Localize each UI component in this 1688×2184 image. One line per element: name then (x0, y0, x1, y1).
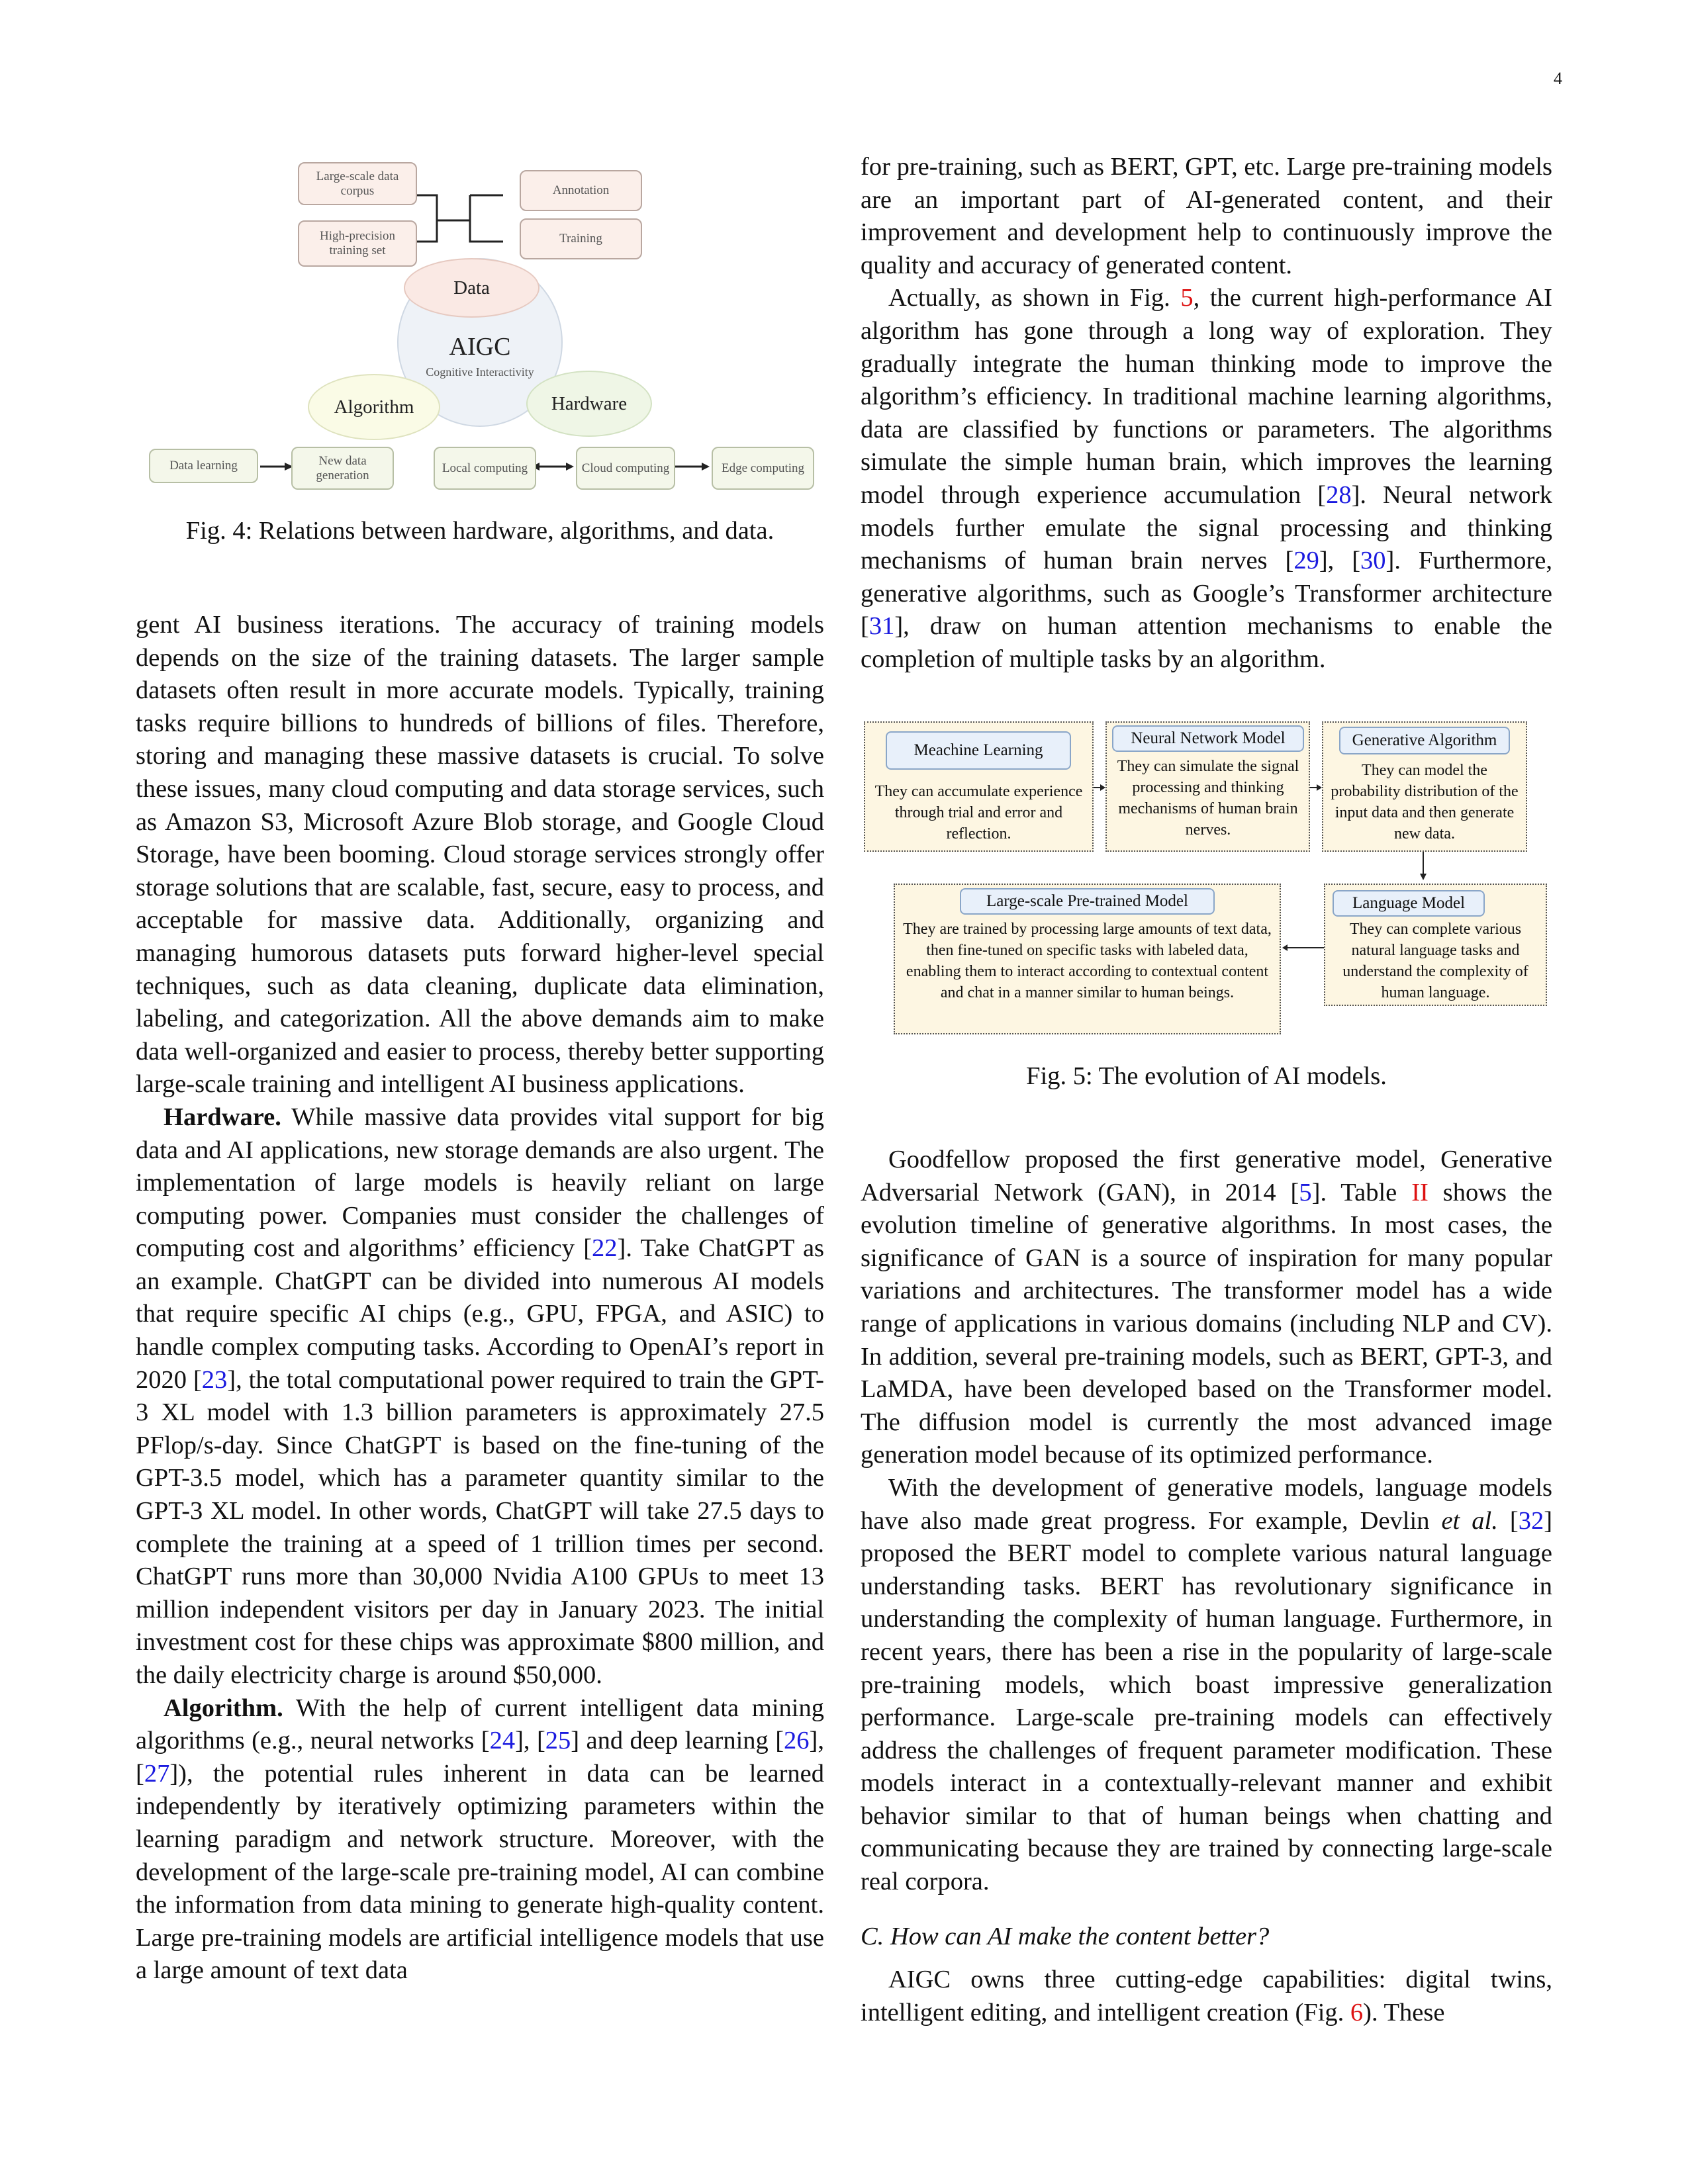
section-heading-c: C. How can AI make the content better? (861, 1922, 1270, 1950)
table-link[interactable]: II (1411, 1178, 1429, 1206)
figure-5-caption: Fig. 5: The evolution of AI models. (1026, 1062, 1387, 1090)
citation-link[interactable]: 30 (1360, 547, 1386, 575)
figure-4-caption: Fig. 4: Relations between hardware, algorithms, and data. (185, 517, 774, 545)
text-generative-algorithm: They can model the probability distribution of the input data and then generate new data. (1331, 762, 1519, 842)
left-paragraph-1: gent AI business iterations. The accuracy of training models depends on the size of the training datasets. The larger sample datasets often result in more accurate models. Typically, training tasks require billions to hundreds of billions of files. Therefore, storing and managing these massive datasets is crucial. To solve these issues, many cloud computing and data storage services, such as Amazon S3, Microsoft Azure Blob storage, and Google Cloud Storage, have been booming. Cloud storage services strongly offer storage solutions that are scalable, fast, secure, easy to process, and acceptable for massive data. Additionally, organizing and managing humorous datasets puts forward higher-level special techniques, such as data cleaning, duplicate data elimination, labeling, and categorization. All the above demands aim to make data well-organized and easier to process, thereby better supporting large-scale training and intelligent AI business applications. (136, 611, 824, 1099)
p2-text-b: , the current high-performance AI algorithm has gone through a long way of exploration. They gradually integrate the human thinking mode to improve the algorithm’s efficiency. In traditional machine learning algorithms, data are classified by functions or parameters. The algorithms simulate the simple human brain, which improves the learning model through experience accumulation [ (861, 284, 1553, 509)
p2-text-a: Actually, as shown in Fig. (888, 284, 1181, 312)
title-pretrained-model: Large-scale Pre-trained Model (960, 888, 1215, 915)
p4-text-a: With the development of generative models, language models have also made great progress. For example, Devlin (861, 1473, 1552, 1535)
p3-text-b: ]. Table (1311, 1178, 1412, 1206)
box-large-scale-data-corpus: Large-scale data corpus (298, 162, 417, 205)
algorithm-text-c: ] and deep learning [ (571, 1727, 784, 1755)
citation-link[interactable]: 31 (868, 612, 895, 641)
algorithm-text-e: ]), the potential rules inherent in data can be learned independently by iteratively optimizing parameters within the learning paradigm and network structure. Moreover, with the development of the large-scale pre-training model, AI can combine the information from data mining to generate high-quality content. Large pre-training models are artificial intelligence models that use a large amount of text data (136, 1759, 824, 1985)
citation-link[interactable]: 25 (545, 1727, 571, 1755)
citation-link[interactable]: 5 (1299, 1178, 1312, 1206)
title-neural-network: Neural Network Model (1112, 725, 1304, 752)
box-high-precision-training-set: High-precision training set (298, 220, 417, 267)
citation-link[interactable]: 22 (592, 1234, 618, 1263)
p4-text-c: ] proposed the BERT model to complete various natural language understanding tasks. BERT has revolutionary significance in understanding the complexity of human language. Furthermore, in recent years, there has been a rise in the popularity of large-scale pre-training models, which boast impressive generalization performance. Large-scale pre-training models can effectively address the challenges of frequent parameter modification. These models interact in a contextually-relevant manner and exhibit behavior similar to that of human beings when chatting and communicating because they are trained by connecting large-scale real corpora. (861, 1506, 1553, 1896)
right-paragraph-3 (861, 1144, 1552, 1472)
text-language-model: They can complete various natural language tasks and understand the complexity of human language. (1342, 921, 1528, 1001)
title-language-model: Language Model (1333, 890, 1485, 917)
data-ellipse: Data (404, 258, 539, 318)
citation-link[interactable]: 29 (1293, 547, 1319, 575)
algorithm-text-d: ], [ (136, 1727, 824, 1788)
p5-text-b: ). These (1363, 1998, 1445, 2026)
right-column-top (861, 151, 1552, 676)
citation-link[interactable]: 26 (784, 1727, 810, 1755)
hardware-heading: Hardware. (164, 1103, 281, 1131)
box-training: Training (520, 218, 642, 259)
right-column-bottom (861, 1144, 1552, 2029)
algorithm-heading: Algorithm. (164, 1694, 283, 1722)
algorithm-paragraph (136, 1692, 824, 1987)
aigc-sublabel: Cognitive Interactivity (426, 365, 534, 379)
figure-4 (142, 162, 824, 506)
box-new-data-generation: New data generation (291, 447, 394, 490)
box-annotation: Annotation (520, 170, 642, 211)
p2-text-f: ], draw on human attention mechanisms to enable the completion of multiple tasks by an algorithm. (861, 612, 1552, 673)
left-column (136, 609, 824, 1987)
citation-link[interactable]: 32 (1518, 1506, 1544, 1535)
p3-text-c: shows the evolution timeline of generative algorithms. In most cases, the significance of GAN is a source of inspiration for many popular variations and architectures. The transformer model has a wide range of applications in various domains (including NLP and CV). In addition, several pre-training models, such as BERT, GPT-3, and LaMDA, have been developed based on the Transformer model. The diffusion model is currently the most advanced image generation model because of its optimized performance. (861, 1178, 1552, 1469)
algorithm-text-b: ], [ (515, 1727, 545, 1755)
box-local-computing: Local computing (434, 447, 536, 490)
box-edge-computing: Edge computing (712, 447, 814, 490)
citation-link[interactable]: 27 (144, 1759, 170, 1788)
figure-5 (864, 721, 1549, 1039)
box-cloud-computing: Cloud computing (576, 447, 675, 490)
citation-link[interactable]: 28 (1326, 480, 1352, 509)
p5-text-a: AIGC owns three cutting-edge capabilities: digital twins, intelligent editing, and intelligent creation (Fig. (861, 1966, 1552, 2026)
hardware-paragraph (136, 1101, 824, 1692)
figure-link[interactable]: 6 (1350, 1998, 1364, 2026)
hardware-text-c: ], the total computational power required to train the GPT-3 XL model with 1.3 billion parameters is approximately 27.5 PFlop/s-day. Since ChatGPT is based on the fine-tuning of the GPT-3.5 model, which has a parameter quantity similar to the GPT-3 XL model. In other words, ChatGPT will take 27.5 days to complete the training at a speed of 1 trillion times per second. ChatGPT runs more than 30,000 Nvidia A100 GPUs to meet 13 million independent visitors per day in January 2023. The initial investment cost for these chips was approximate $800 million, and the daily electricity charge is around $50,000. (136, 1365, 825, 1689)
aigc-label: AIGC (449, 333, 511, 361)
text-pretrained-model: They are trained by processing large amounts of text data, then fine-tuned on specific tasks with labeled data, enabling them to interact according to contextual content and chat in a manner similar to human beings. (903, 921, 1272, 1001)
citation-link[interactable]: 24 (489, 1727, 516, 1755)
text-machine-learning: They can accumulate experience through trial and error and reflection. (874, 783, 1083, 842)
right-paragraph-1: for pre-training, such as BERT, GPT, etc. Large pre-training models are an important part of AI-generated content, and their improvement and development help to continuously improve the quality and accuracy of generated content. (861, 153, 1552, 279)
p3-text-a: Goodfellow proposed the first generative model, Generative Adversarial Network (GAN), in 2014 [ (861, 1146, 1552, 1206)
et-al: et al. (1441, 1506, 1498, 1535)
hardware-ellipse: Hardware (526, 371, 652, 437)
p2-text-c: ]. Neural network models further emulate the signal processing and thinking mechanisms of human brain nerves [ (861, 480, 1552, 575)
hardware-text-a: While massive data provides vital support for big data and AI applications, new storage demands are also urgent. The implementation of large models is heavily reliant on large computing power. Companies must consider the challenges of computing cost and algorithms’ efficiency [ (136, 1103, 824, 1263)
title-machine-learning: Meachine Learning (886, 731, 1071, 770)
p2-text-e: ]. Furthermore, generative algorithms, such as Google’s Transformer architecture [ (861, 547, 1552, 641)
algorithm-ellipse: Algorithm (308, 374, 440, 440)
box-data-learning: Data learning (149, 449, 258, 483)
right-paragraph-5 (861, 1964, 1552, 2029)
hardware-text-b: ]. Take ChatGPT as an example. ChatGPT can be divided into numerous AI models that require specific AI chips (e.g., GPU, FPGA, and ASIC) to handle complex computing tasks. According to OpenAI’s report in 2020 [ (136, 1234, 825, 1394)
p4-text-b: [ (1497, 1506, 1519, 1535)
right-paragraph-2 (861, 282, 1552, 676)
figure-link[interactable]: 5 (1180, 284, 1194, 312)
p2-text-d: ], [ (1319, 547, 1361, 575)
title-generative-algorithm: Generative Algorithm (1339, 727, 1510, 754)
citation-link[interactable]: 23 (201, 1365, 228, 1394)
right-paragraph-4 (861, 1472, 1552, 1899)
algorithm-text-a: With the help of current intelligent data mining algorithms (e.g., neural networks [ (136, 1694, 824, 1755)
page-number: 4 (1554, 69, 1562, 88)
text-neural-network: They can simulate the signal processing and thinking mechanisms of human brain nerves. (1117, 758, 1299, 839)
